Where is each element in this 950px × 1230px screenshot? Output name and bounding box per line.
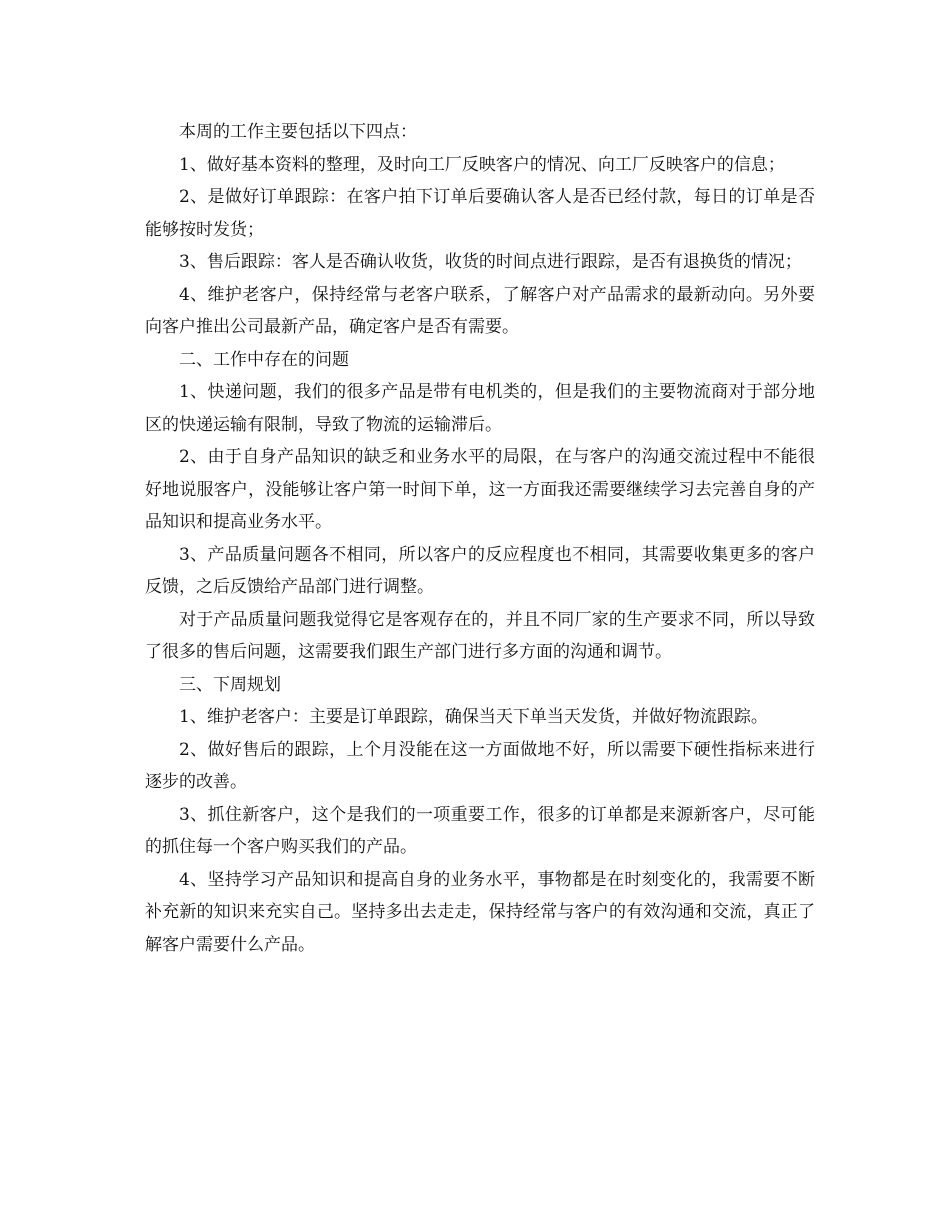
paragraph-plan-3: 3、抓住新客户，这个是我们的一项重要工作，很多的订单都是来源新客户，尽可能的抓住每一个客户购买我们的产品。 <box>145 804 815 857</box>
paragraph-problem-3: 3、产品质量问题各不相同，所以客户的反应程度也不相同，其需要收集更多的客户反馈，之后反馈给产品部门进行调整。 <box>145 544 815 597</box>
paragraph-problem-2: 2、由于自身产品知识的缺乏和业务水平的局限，在与客户的沟通交流过程中不能很好地说服客户，没能够让客户第一时间下单，这一方面我还需要继续学习去完善自身的产品知识和提高业务水平。 <box>145 447 815 532</box>
paragraph-problem-1: 1、快递问题，我们的很多产品是带有电机类的，但是我们的主要物流商对于部分地区的快递运输有限制，导致了物流的运输滞后。 <box>145 382 815 435</box>
paragraph-intro: 本周的工作主要包括以下四点： <box>179 122 417 142</box>
paragraph-item-3: 3、售后跟踪：客人是否确认收货，收货的时间点进行跟踪，是否有退换货的情况； <box>179 252 802 272</box>
paragraph-plan-4: 4、坚持学习产品知识和提高自身的业务水平，事物都是在时刻变化的，我需要不断补充新的知识来充实自己。坚持多出去走走，保持经常与客户的有效沟通和交流，真正了解客户需要什么产品。 <box>145 869 815 955</box>
paragraph-plan-2: 2、做好售后的跟踪，上个月没能在这一方面做地不好，所以需要下硬性指标来进行逐步的改善。 <box>145 739 815 792</box>
section-heading-plan: 三、下周规划 <box>179 674 281 695</box>
paragraph-item-1: 1、做好基本资料的整理，及时向工厂反映客户的情况、向工厂反映客户的信息； <box>179 154 785 175</box>
paragraph-item-2: 2、是做好订单跟踪：在客户拍下订单后要确认客人是否已经付款，每日的订单是否能够按时发货； <box>145 187 815 240</box>
paragraph-item-4: 4、维护老客户，保持经常与老客户联系，了解客户对产品需求的最新动向。另外要向客户推出公司最新产品，确定客户是否有需要。 <box>145 284 815 337</box>
paragraph-plan-1: 1、维护老客户：主要是订单跟踪，确保当天下单当天发货，并做好物流跟踪。 <box>179 707 768 727</box>
paragraph-quality-note: 对于产品质量问题我觉得它是客观存在的，并且不同厂家的生产要求不同，所以导致了很多的售后问题，这需要我们跟生产部门进行多方面的沟通和调节。 <box>145 609 815 662</box>
document-body <box>145 116 815 961</box>
section-heading-problems: 二、工作中存在的问题 <box>179 349 349 370</box>
